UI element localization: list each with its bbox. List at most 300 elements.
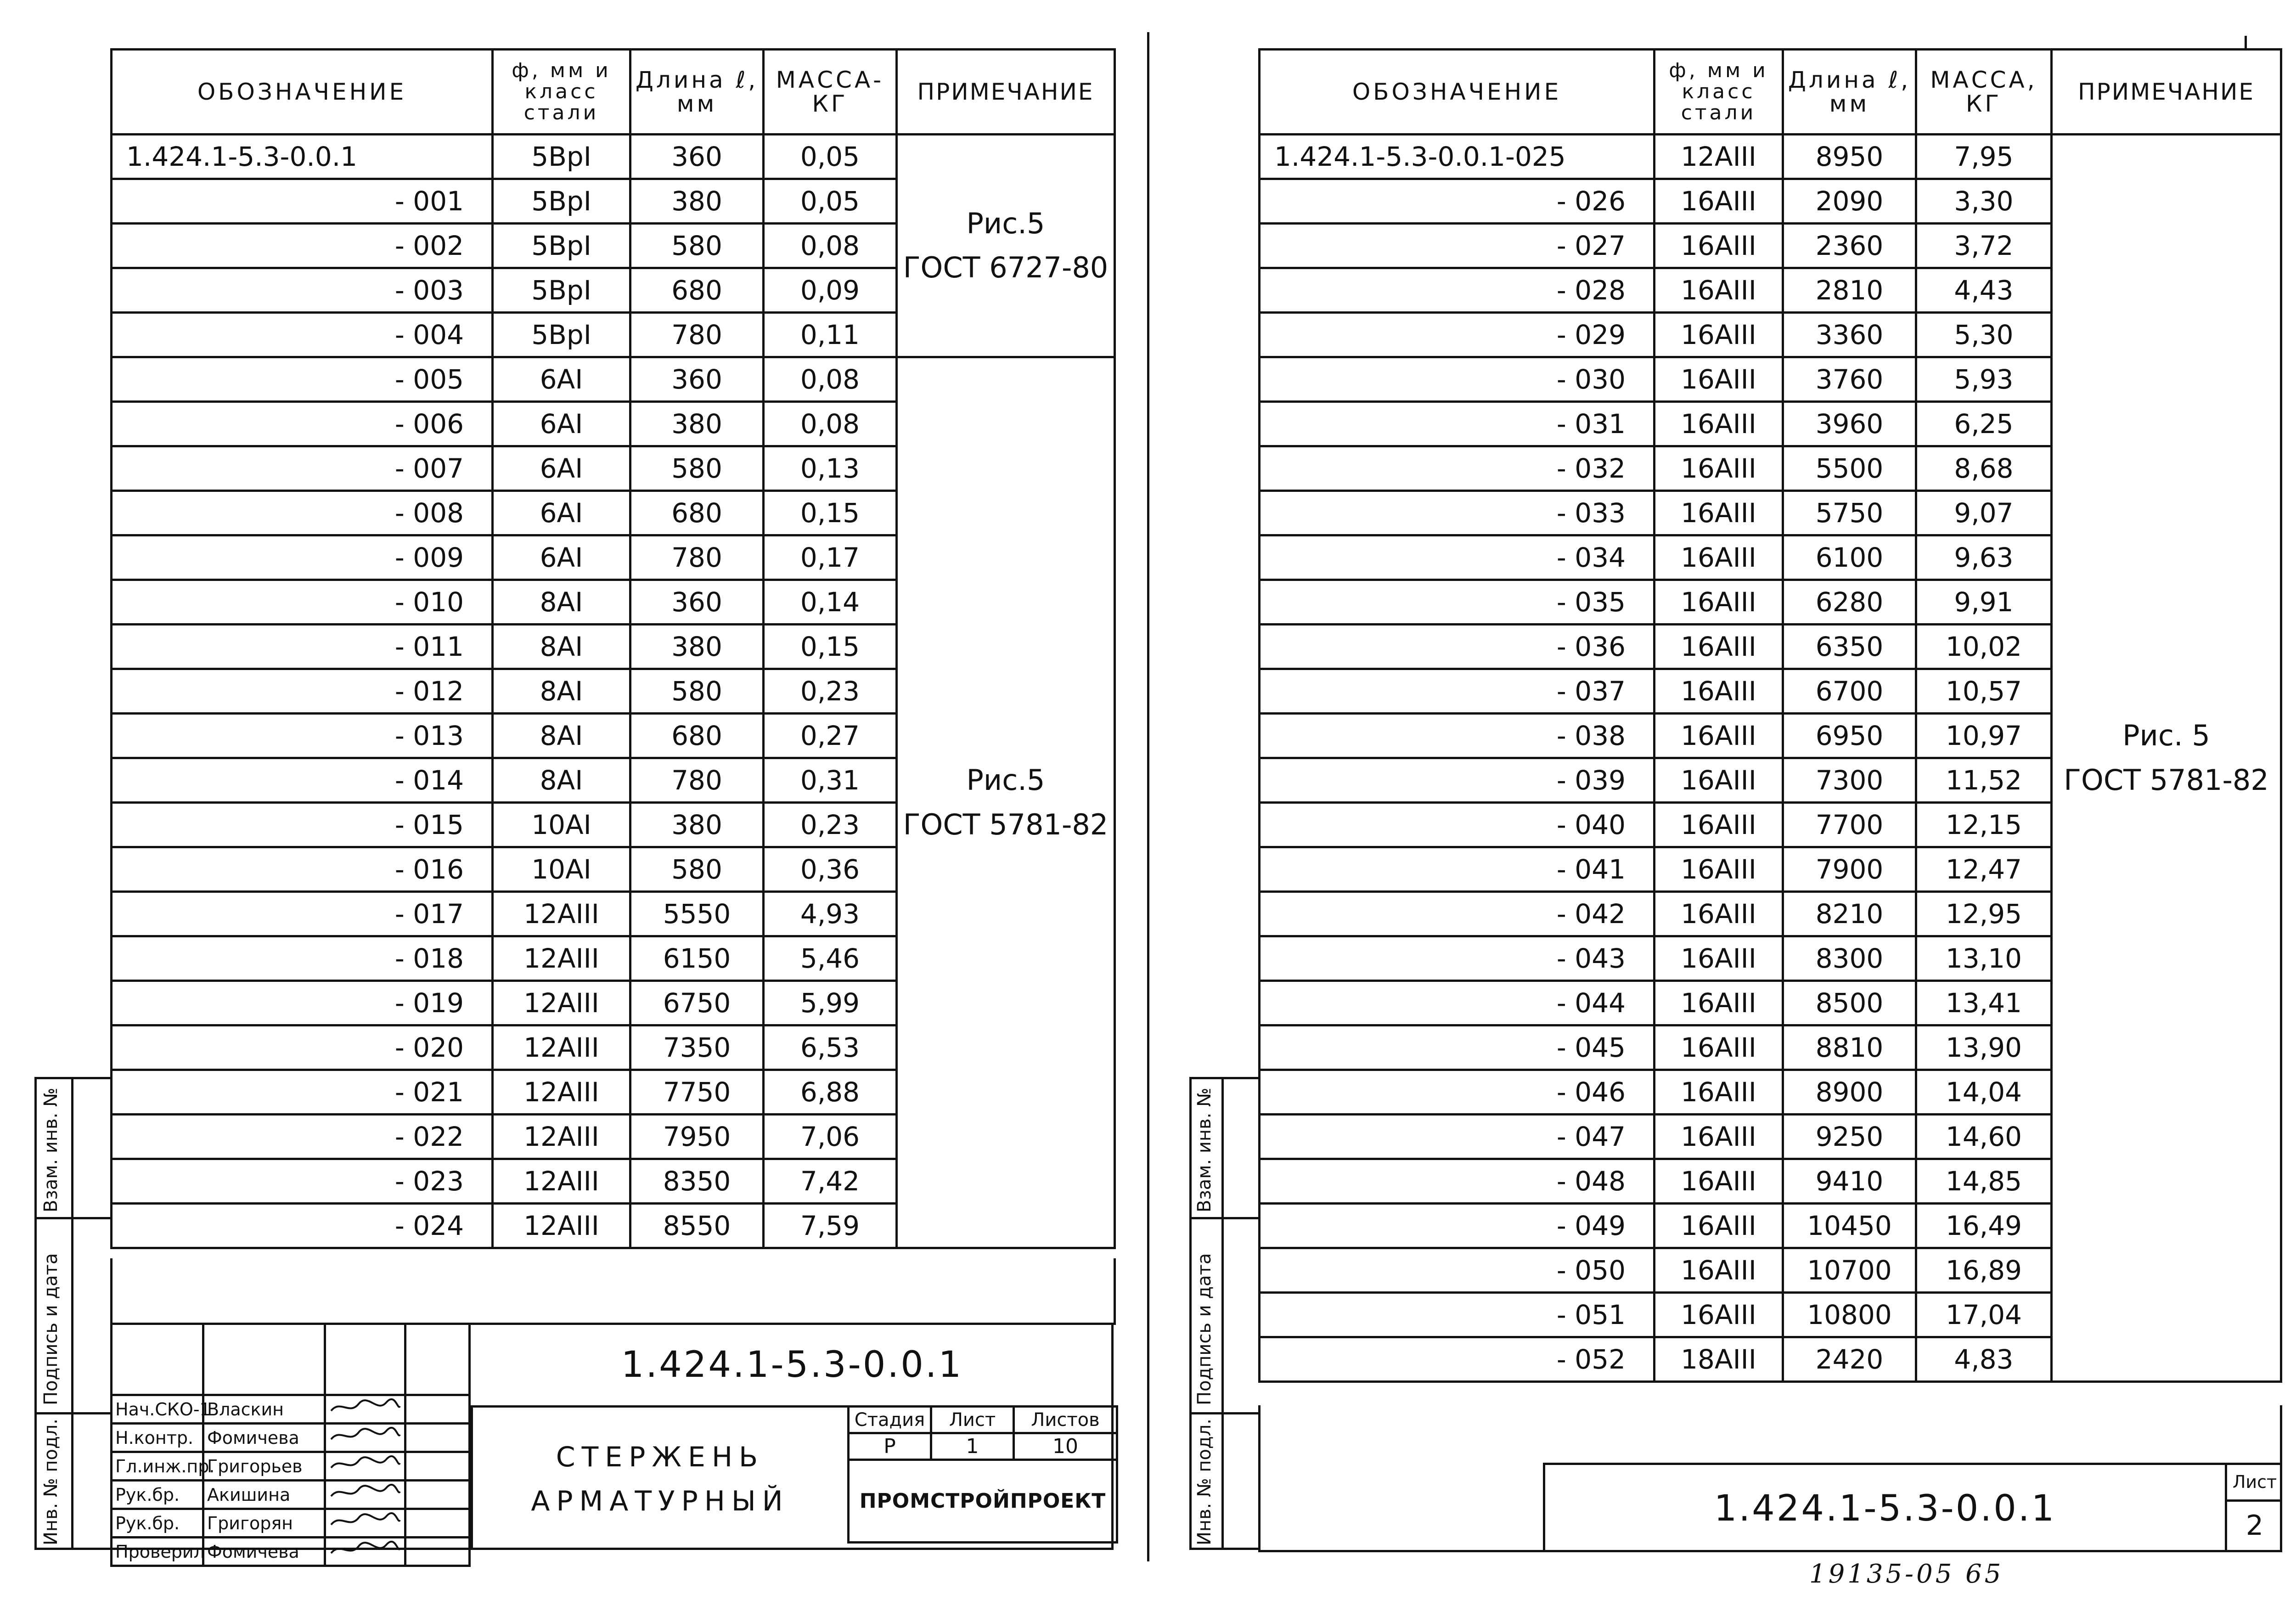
cell-len: 380: [630, 803, 764, 847]
cell-len: 9250: [1783, 1115, 1916, 1159]
cell-dia: 16AIII: [1654, 847, 1783, 892]
cell-len: 5550: [630, 892, 764, 936]
right-stamp-sheet-label: Лист: [2227, 1465, 2282, 1502]
stamp-person-name: Григорян: [203, 1509, 325, 1538]
cell-dia: 16AIII: [1654, 313, 1783, 357]
cell-des: - 049: [1260, 1204, 1654, 1248]
header-note: ПРИМЕЧАНИЕ: [897, 50, 1115, 135]
cell-des: - 027: [1260, 224, 1654, 268]
cell-mass: 13,90: [1916, 1025, 2052, 1070]
right-header-note: ПРИМЕЧАНИЕ: [2052, 50, 2281, 135]
cell-len: 7300: [1783, 758, 1916, 803]
sheets-label: Листов: [1014, 1407, 1117, 1433]
cell-des: - 044: [1260, 981, 1654, 1025]
cell-dia: 16AIII: [1654, 580, 1783, 625]
stamp-title-line2: АРМАТУРНЫЙ: [531, 1485, 789, 1517]
signature-scribble-icon: [329, 1454, 402, 1474]
table-row: [112, 357, 1115, 402]
cell-len: 10800: [1783, 1293, 1916, 1337]
cell-mass: 0,27: [764, 714, 897, 758]
cell-dia: 12AIII: [1654, 135, 1783, 179]
cell-dia: 12AIII: [493, 936, 630, 981]
cell-dia: 16AIII: [1654, 268, 1783, 313]
cell-dia: 16AIII: [1654, 758, 1783, 803]
footer-number: 19135-05 65: [1809, 1559, 2004, 1589]
right-note-gost-5781: [2052, 135, 2281, 1382]
org-name: ПРОМСТРОЙПРОЕКТ: [849, 1460, 1117, 1543]
stamp-stage-table: [847, 1405, 1118, 1544]
cell-dia: 16AIII: [1654, 224, 1783, 268]
right-note-gost-5781-line: ГОСТ 5781-82: [2064, 763, 2269, 797]
cell-len: 2360: [1783, 224, 1916, 268]
cell-len: 360: [630, 135, 764, 179]
cell-des: - 017: [112, 892, 493, 936]
cell-des: - 015: [112, 803, 493, 847]
cell-dia: 16AIII: [1654, 402, 1783, 446]
cell-mass: 6,88: [764, 1070, 897, 1115]
side-label-inv-no: Инв. № подл.: [40, 1419, 62, 1545]
cell-dia: 16AIII: [1654, 535, 1783, 580]
cell-dia: 16AIII: [1654, 1248, 1783, 1293]
table-row: [112, 135, 1115, 179]
cell-dia: 6AI: [493, 491, 630, 535]
stamp-role: Рук.бр.: [112, 1481, 203, 1509]
cell-dia: 12AIII: [493, 1115, 630, 1159]
cell-len: 8900: [1783, 1070, 1916, 1115]
stage-label: Стадия: [849, 1407, 931, 1433]
cell-des: - 047: [1260, 1115, 1654, 1159]
header-designation: ОБОЗНАЧЕНИЕ: [112, 50, 493, 135]
cell-des: - 019: [112, 981, 493, 1025]
stamp-person-name: Фомичева: [203, 1538, 325, 1566]
cell-des: - 021: [112, 1070, 493, 1115]
cell-len: 3360: [1783, 313, 1916, 357]
cell-des: - 035: [1260, 580, 1654, 625]
cell-mass: 13,10: [1916, 936, 2052, 981]
cell-mass: 7,42: [764, 1159, 897, 1204]
cell-des: - 031: [1260, 402, 1654, 446]
cell-mass: 4,43: [1916, 268, 2052, 313]
cell-des: - 022: [112, 1115, 493, 1159]
cell-len: 8350: [630, 1159, 764, 1204]
cell-mass: 0,31: [764, 758, 897, 803]
sheets-value: 10: [1014, 1433, 1117, 1460]
cell-dia: 8AI: [493, 758, 630, 803]
cell-des: - 046: [1260, 1070, 1654, 1115]
cell-mass: 5,99: [764, 981, 897, 1025]
cell-dia: 16AIII: [1654, 1070, 1783, 1115]
cell-dia: 6AI: [493, 535, 630, 580]
stamp-person-row: [112, 1424, 470, 1452]
signature-mark: [325, 1538, 405, 1566]
cell-des: - 036: [1260, 625, 1654, 669]
cell-dia: 12AIII: [493, 1204, 630, 1248]
cell-mass: 14,85: [1916, 1159, 2052, 1204]
sheet-value: 1: [931, 1433, 1014, 1460]
right-strip-bottom: [1189, 1548, 1258, 1550]
cell-dia: 6AI: [493, 446, 630, 491]
stamp-title: [471, 1408, 847, 1548]
stamp-date: [405, 1481, 470, 1509]
cell-len: 8300: [1783, 936, 1916, 981]
right-side-label-sign-date: Подпись и дата: [1194, 1253, 1215, 1405]
cell-len: 580: [630, 446, 764, 491]
cell-mass: 0,17: [764, 535, 897, 580]
right-header-mass: МАССА, КГ: [1916, 50, 2052, 135]
cell-des: - 043: [1260, 936, 1654, 981]
cell-len: 7900: [1783, 847, 1916, 892]
header-length: Длина ℓ, мм: [630, 50, 764, 135]
cell-des: - 050: [1260, 1248, 1654, 1293]
cell-len: 680: [630, 268, 764, 313]
stamp-person-name: Григорьев: [203, 1452, 325, 1481]
signature-scribble-icon: [329, 1425, 402, 1446]
cell-dia: 8AI: [493, 625, 630, 669]
cell-des: - 007: [112, 446, 493, 491]
stamp-date: [405, 1395, 470, 1424]
cell-mass: 0,15: [764, 625, 897, 669]
cell-dia: 8AI: [493, 580, 630, 625]
cell-des: - 011: [112, 625, 493, 669]
cell-len: 8950: [1783, 135, 1916, 179]
cell-len: 2420: [1783, 1337, 1916, 1382]
cell-len: 360: [630, 580, 764, 625]
cell-mass: 14,60: [1916, 1115, 2052, 1159]
cell-mass: 0,36: [764, 847, 897, 892]
cell-dia: 16AIII: [1654, 936, 1783, 981]
left-strip-inner: [71, 1077, 73, 1550]
cell-len: 2090: [1783, 179, 1916, 224]
cell-mass: 0,05: [764, 135, 897, 179]
note-gost-5781: [897, 357, 1115, 1248]
cell-mass: 0,13: [764, 446, 897, 491]
stage-value: Р: [849, 1433, 931, 1460]
cell-des: - 033: [1260, 491, 1654, 535]
cell-dia: 16AIII: [1654, 1204, 1783, 1248]
cell-len: 580: [630, 669, 764, 714]
cell-dia: 5ВрI: [493, 268, 630, 313]
cell-des: - 013: [112, 714, 493, 758]
cell-dia: 10AI: [493, 847, 630, 892]
cell-des: - 012: [112, 669, 493, 714]
cell-mass: 17,04: [1916, 1293, 2052, 1337]
cell-dia: 16AIII: [1654, 1159, 1783, 1204]
cell-len: 380: [630, 179, 764, 224]
right-strip-div2: [1189, 1412, 1258, 1414]
cell-mass: 0,15: [764, 491, 897, 535]
cell-len: 6750: [630, 981, 764, 1025]
cell-dia: 5ВрI: [493, 313, 630, 357]
stamp-person-name: Фомичева: [203, 1424, 325, 1452]
left-strip-border: [34, 1077, 37, 1550]
stamp-person-row: [112, 1509, 470, 1538]
cell-len: 7950: [630, 1115, 764, 1159]
cell-mass: 0,08: [764, 224, 897, 268]
left-spec-table: [110, 48, 1116, 1249]
cell-len: 6350: [1783, 625, 1916, 669]
stamp-role: Рук.бр.: [112, 1509, 203, 1538]
cell-len: 3960: [1783, 402, 1916, 446]
header-diameter: ф, мм и класс стали: [493, 50, 630, 135]
cell-len: 680: [630, 714, 764, 758]
stamp-person-row: [112, 1452, 470, 1481]
signature-mark: [325, 1424, 405, 1452]
signature-scribble-icon: [329, 1539, 402, 1560]
signature-mark: [325, 1509, 405, 1538]
cell-dia: 16AIII: [1654, 625, 1783, 669]
cell-mass: 0,08: [764, 402, 897, 446]
cell-len: 580: [630, 224, 764, 268]
cell-len: 3760: [1783, 357, 1916, 402]
right-spec-table: [1258, 48, 2282, 1383]
cell-mass: 3,30: [1916, 179, 2052, 224]
cell-dia: 16AIII: [1654, 1025, 1783, 1070]
signature-mark: [325, 1481, 405, 1509]
cell-des: - 014: [112, 758, 493, 803]
cell-des: 1.424.1-5.3-0.0.1: [112, 135, 493, 179]
cell-dia: 12AIII: [493, 1159, 630, 1204]
cell-mass: 7,95: [1916, 135, 2052, 179]
cell-des: - 009: [112, 535, 493, 580]
cell-dia: 5ВрI: [493, 224, 630, 268]
signature-scribble-icon: [329, 1482, 402, 1503]
stamp-title-line1: СТЕРЖЕНЬ: [556, 1441, 765, 1473]
note-gost-6727-line: Рис.5: [966, 206, 1045, 240]
cell-mass: 4,93: [764, 892, 897, 936]
cell-len: 8500: [1783, 981, 1916, 1025]
cell-mass: 5,30: [1916, 313, 2052, 357]
cell-des: - 048: [1260, 1159, 1654, 1204]
cell-len: 6950: [1783, 714, 1916, 758]
stamp-people-table: [110, 1323, 471, 1567]
note-gost-6727-line: ГОСТ 6727-80: [903, 251, 1109, 284]
cell-mass: 9,63: [1916, 535, 2052, 580]
cell-dia: 6AI: [493, 357, 630, 402]
cell-dia: 12AIII: [493, 892, 630, 936]
cell-len: 780: [630, 313, 764, 357]
cell-len: 780: [630, 535, 764, 580]
cell-mass: 0,05: [764, 179, 897, 224]
cell-dia: 5ВрI: [493, 135, 630, 179]
cell-len: 580: [630, 847, 764, 892]
cell-mass: 0,23: [764, 803, 897, 847]
cell-des: - 001: [112, 179, 493, 224]
cell-des: - 010: [112, 580, 493, 625]
cell-mass: 0,08: [764, 357, 897, 402]
cell-des: - 023: [112, 1159, 493, 1204]
note-gost-5781-line: ГОСТ 5781-82: [903, 807, 1109, 841]
cell-len: 5750: [1783, 491, 1916, 535]
right-header-designation: ОБОЗНАЧЕНИЕ: [1260, 50, 1654, 135]
cell-dia: 16AIII: [1654, 981, 1783, 1025]
side-label-replaced-inv: Взам. инв. №: [40, 1087, 62, 1212]
stamp-date: [405, 1538, 470, 1566]
cell-des: - 024: [112, 1204, 493, 1248]
cell-len: 780: [630, 758, 764, 803]
right-strip-border: [1189, 1077, 1192, 1550]
cell-len: 380: [630, 625, 764, 669]
right-strip-top: [1189, 1077, 1258, 1079]
stamp-person-name: Акишина: [203, 1481, 325, 1509]
cell-dia: 5ВрI: [493, 179, 630, 224]
stamp-role: Проверил: [112, 1538, 203, 1566]
cell-len: 9410: [1783, 1159, 1916, 1204]
cell-dia: 16AIII: [1654, 669, 1783, 714]
right-strip-div1: [1189, 1217, 1258, 1219]
cell-des: - 038: [1260, 714, 1654, 758]
cell-des: - 026: [1260, 179, 1654, 224]
cell-len: 10700: [1783, 1248, 1916, 1293]
cell-des: - 004: [112, 313, 493, 357]
cell-mass: 14,04: [1916, 1070, 2052, 1115]
stamp-person-row: [112, 1481, 470, 1509]
left-blank-band: [110, 1258, 1116, 1325]
cell-des: - 051: [1260, 1293, 1654, 1337]
cell-dia: 8AI: [493, 669, 630, 714]
cell-des: - 018: [112, 936, 493, 981]
stamp-person-row: [112, 1538, 470, 1566]
cell-mass: 6,25: [1916, 402, 2052, 446]
cell-len: 6150: [630, 936, 764, 981]
table-row: [1260, 135, 2281, 179]
right-stamp-sheet-value: 2: [2245, 1510, 2264, 1542]
signature-mark: [325, 1452, 405, 1481]
right-side-label-inv-no: Инв. № подл.: [1194, 1419, 1215, 1545]
cell-des: - 028: [1260, 268, 1654, 313]
cell-mass: 16,89: [1916, 1248, 2052, 1293]
stamp-role: Гл.инж.пр.: [112, 1452, 203, 1481]
right-stamp-code: 1.424.1-5.3-0.0.1: [1714, 1488, 2056, 1529]
cell-mass: 9,91: [1916, 580, 2052, 625]
side-label-sign-date: Подпись и дата: [40, 1253, 62, 1405]
cell-mass: 12,47: [1916, 847, 2052, 892]
note-gost-5781-line: Рис.5: [966, 763, 1045, 797]
cell-mass: 16,49: [1916, 1204, 2052, 1248]
left-stamp: [110, 1323, 1114, 1562]
right-stamp-sheet-box: [2225, 1465, 2282, 1552]
cell-len: 8550: [630, 1204, 764, 1248]
cell-dia: 16AIII: [1654, 803, 1783, 847]
cell-dia: 16AIII: [1654, 446, 1783, 491]
cell-des: - 008: [112, 491, 493, 535]
sheet-separator: [1147, 32, 1149, 1561]
cell-len: 6100: [1783, 535, 1916, 580]
signature-mark: [325, 1395, 405, 1424]
cell-mass: 5,46: [764, 936, 897, 981]
cell-des: 1.424.1-5.3-0.0.1-025: [1260, 135, 1654, 179]
cell-len: 7750: [630, 1070, 764, 1115]
cell-mass: 0,11: [764, 313, 897, 357]
cell-mass: 0,14: [764, 580, 897, 625]
header-mass: МАССА- КГ: [764, 50, 897, 135]
stamp-date: [405, 1424, 470, 1452]
corner-tick: [2245, 36, 2247, 49]
right-strip-inner: [1221, 1077, 1224, 1550]
cell-dia: 16AIII: [1654, 357, 1783, 402]
cell-mass: 7,59: [764, 1204, 897, 1248]
right-note-gost-5781-line: Рис. 5: [2122, 719, 2210, 753]
cell-len: 2810: [1783, 268, 1916, 313]
cell-len: 10450: [1783, 1204, 1916, 1248]
signature-scribble-icon: [329, 1511, 402, 1531]
stamp-role: Нач.СКО-1: [112, 1395, 203, 1424]
cell-len: 380: [630, 402, 764, 446]
cell-des: - 052: [1260, 1337, 1654, 1382]
stamp-date: [405, 1509, 470, 1538]
cell-len: 7350: [630, 1025, 764, 1070]
cell-mass: 12,15: [1916, 803, 2052, 847]
stamp-date: [405, 1452, 470, 1481]
cell-des: - 020: [112, 1025, 493, 1070]
stamp-left-divider: [468, 1325, 471, 1550]
cell-len: 5500: [1783, 446, 1916, 491]
cell-len: 360: [630, 357, 764, 402]
cell-mass: 0,09: [764, 268, 897, 313]
cell-des: - 034: [1260, 535, 1654, 580]
signature-scribble-icon: [329, 1397, 402, 1417]
cell-des: - 039: [1260, 758, 1654, 803]
right-header-diameter: ф, мм и класс стали: [1654, 50, 1783, 135]
cell-dia: 16AIII: [1654, 1293, 1783, 1337]
cell-mass: 3,72: [1916, 224, 2052, 268]
cell-dia: 16AIII: [1654, 179, 1783, 224]
cell-des: - 006: [112, 402, 493, 446]
cell-len: 8810: [1783, 1025, 1916, 1070]
sheet-label: Лист: [931, 1407, 1014, 1433]
cell-mass: 13,41: [1916, 981, 2052, 1025]
cell-len: 6280: [1783, 580, 1916, 625]
cell-des: - 042: [1260, 892, 1654, 936]
cell-len: 8210: [1783, 892, 1916, 936]
cell-len: 7700: [1783, 803, 1916, 847]
cell-des: - 032: [1260, 446, 1654, 491]
cell-mass: 0,23: [764, 669, 897, 714]
cell-mass: 5,93: [1916, 357, 2052, 402]
stamp-person-name: Власкин: [203, 1395, 325, 1424]
cell-mass: 6,53: [764, 1025, 897, 1070]
cell-mass: 10,57: [1916, 669, 2052, 714]
cell-des: - 045: [1260, 1025, 1654, 1070]
cell-mass: 7,06: [764, 1115, 897, 1159]
cell-mass: 10,02: [1916, 625, 2052, 669]
cell-mass: 12,95: [1916, 892, 2052, 936]
cell-dia: 16AIII: [1654, 892, 1783, 936]
stamp-person-row: [112, 1395, 470, 1424]
cell-mass: 10,97: [1916, 714, 2052, 758]
cell-dia: 6AI: [493, 402, 630, 446]
cell-dia: 12AIII: [493, 1025, 630, 1070]
cell-dia: 12AIII: [493, 1070, 630, 1115]
cell-mass: 4,83: [1916, 1337, 2052, 1382]
cell-des: - 005: [112, 357, 493, 402]
stamp-role: Н.контр.: [112, 1424, 203, 1452]
right-sheet: [1176, 0, 2296, 1600]
cell-len: 6700: [1783, 669, 1916, 714]
right-side-label-replaced-inv: Взам. инв. №: [1194, 1087, 1215, 1212]
cell-des: - 040: [1260, 803, 1654, 847]
cell-dia: 16AIII: [1654, 1115, 1783, 1159]
right-header-length: Длина ℓ, мм: [1783, 50, 1916, 135]
cell-mass: 9,07: [1916, 491, 2052, 535]
right-stamp: [1543, 1463, 2280, 1552]
cell-dia: 8AI: [493, 714, 630, 758]
cell-des: - 002: [112, 224, 493, 268]
cell-mass: 8,68: [1916, 446, 2052, 491]
cell-des: - 016: [112, 847, 493, 892]
cell-des: - 041: [1260, 847, 1654, 892]
note-gost-6727: [897, 135, 1115, 357]
cell-dia: 16AIII: [1654, 714, 1783, 758]
